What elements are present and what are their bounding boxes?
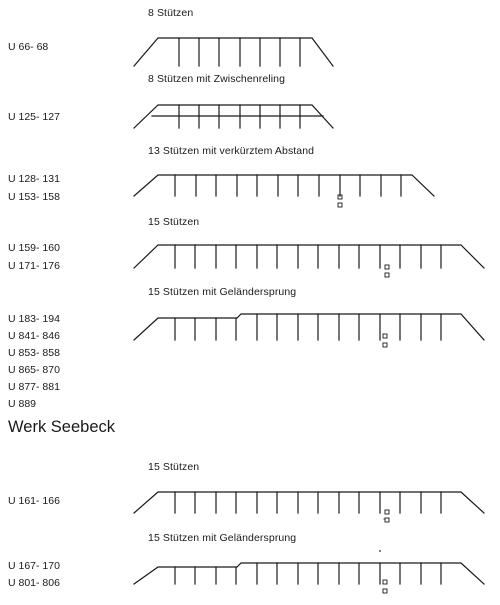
boat-range-label: U 183- 194 — [8, 313, 60, 325]
caption-13-stuetzen: 13 Stützen mit verkürztem Abstand — [148, 145, 315, 157]
boat-range-label: U 153- 158 — [8, 191, 60, 203]
caption-15-stuetzen-gelaendersprung: 15 Stützen mit Geländersprung — [148, 286, 297, 298]
boat-range-label: U 161- 166 — [8, 495, 60, 507]
railing-diagram-8-stuetzen — [134, 38, 333, 66]
caption-seebeck-15-stuetzen-gelaendersprung: 15 Stützen mit Geländersprung — [148, 532, 297, 544]
boat-range-label: U 853- 858 — [8, 347, 60, 359]
railing-diagram-15-stuetzen-gelaendersprung — [134, 314, 484, 347]
section-heading-werk-seebeck: Werk Seebeck — [8, 418, 115, 436]
boat-range-label: U 125- 127 — [8, 111, 60, 123]
railing-diagram-8-stuetzen-zwischenreling — [134, 105, 333, 128]
caption-seebeck-15-stuetzen: 15 Stützen — [148, 461, 200, 473]
railing-diagram-15-stuetzen — [134, 245, 484, 277]
boat-range-label: U 865- 870 — [8, 364, 60, 376]
print-speck — [379, 518, 385, 552]
boat-range-label: U 889 — [8, 398, 37, 410]
railing-diagram-13-stuetzen — [134, 175, 434, 207]
caption-8-stuetzen-zwischenreling: 8 Stützen mit Zwischenreling — [148, 73, 286, 85]
boat-range-label: U 66- 68 — [8, 41, 49, 53]
boat-range-label: U 171- 176 — [8, 260, 60, 272]
boat-range-label: U 167- 170 — [8, 560, 60, 572]
caption-8-stuetzen: 8 Stützen — [148, 7, 194, 19]
boat-range-label: U 841- 846 — [8, 330, 60, 342]
boat-range-label: U 128- 131 — [8, 173, 60, 185]
caption-15-stuetzen: 15 Stützen — [148, 216, 200, 228]
boat-range-label: U 159- 160 — [8, 242, 60, 254]
railing-diagram-seebeck-15-stuetzen-gelaendersprung — [134, 563, 484, 593]
boat-range-label: U 801- 806 — [8, 577, 60, 589]
railing-diagram-seebeck-15-stuetzen — [134, 492, 484, 522]
boat-range-label: U 877- 881 — [8, 381, 60, 393]
